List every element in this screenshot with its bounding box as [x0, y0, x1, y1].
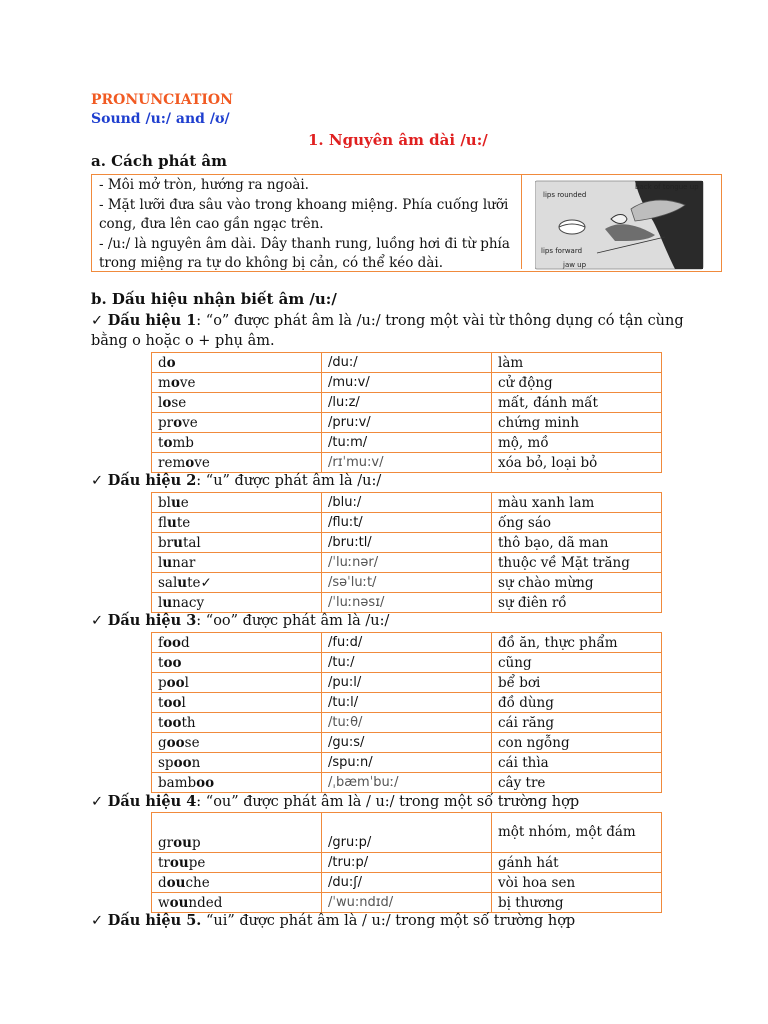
sign-description: : “o” được phát âm là /u:/ trong một vài từ thông dụng có tận cùng bằng o hoặc o + phụ âm.	[91, 313, 684, 349]
word-prefix: m	[158, 374, 171, 391]
meaning-cell: cây tre	[492, 773, 662, 793]
ipa-cell: /pu:l/	[322, 673, 492, 693]
word-highlight: u	[173, 534, 183, 551]
meaning-cell: con ngỗng	[492, 733, 662, 753]
word-highlight: o	[166, 354, 176, 371]
mouth-diagram	[535, 179, 705, 271]
sign-description: : “oo” được phát âm là /u:/	[196, 613, 390, 629]
word-prefix: t	[158, 714, 164, 731]
meaning-cell: bể bơi	[492, 673, 662, 693]
word-cell	[152, 733, 322, 753]
word-cell	[152, 433, 322, 453]
word-cell	[152, 753, 322, 773]
meaning-cell: cái răng	[492, 713, 662, 733]
word-highlight: oo	[163, 714, 182, 731]
word-highlight: oo	[166, 734, 185, 751]
vocab-table-sign-1	[151, 352, 662, 473]
sign-label: Dấu hiệu 3	[107, 612, 197, 629]
word-prefix: bl	[158, 494, 171, 511]
word-prefix: tr	[158, 854, 170, 871]
meaning-cell: thuộc về Mặt trăng	[492, 553, 662, 573]
word-suffix: d	[181, 634, 190, 651]
word-prefix: sp	[158, 754, 174, 771]
word-suffix: mb	[172, 434, 194, 451]
ipa-cell: /gu:s/	[322, 733, 492, 753]
sign-5-text	[91, 911, 575, 931]
meaning-cell: đồ dùng	[492, 693, 662, 713]
word-cell	[152, 353, 322, 373]
word-highlight: o	[162, 394, 172, 411]
word-prefix: sal	[158, 574, 178, 591]
word-suffix: l	[181, 694, 186, 711]
meaning-cell: sự điên rồ	[492, 593, 662, 613]
table-row	[152, 713, 662, 733]
description-text	[92, 175, 522, 269]
check-icon: ✓	[91, 313, 104, 329]
word-prefix: d	[158, 874, 167, 891]
word-cell	[152, 893, 322, 913]
table-row	[152, 573, 662, 593]
ipa-cell: /tru:p/	[322, 853, 492, 873]
ipa-cell: /lu:z/	[322, 393, 492, 413]
label-lips-forward: lips forward	[541, 247, 583, 255]
description-line: - /u:/ là nguyên âm dài. Dây thanh rung, luồng hơi đi từ phía trong miệng ra tự do không bị cản, có thể kéo dài.	[99, 235, 510, 271]
meaning-cell: thô bạo, dã man	[492, 533, 662, 553]
word-cell	[152, 713, 322, 733]
word-highlight: oo	[196, 774, 215, 791]
word-highlight: u	[177, 574, 188, 591]
word-suffix: p	[191, 835, 201, 851]
table-row	[152, 893, 662, 913]
part-a-heading: a. Cách phát âm	[91, 152, 227, 170]
check-icon: ✓	[91, 913, 104, 929]
word-highlight: u	[162, 594, 173, 611]
word-cell	[152, 873, 322, 893]
word-highlight: oo	[166, 674, 185, 691]
word-suffix: th	[181, 714, 196, 731]
description-line: - Môi mở tròn, hướng ra ngoài.	[99, 177, 309, 193]
word-highlight: ou	[169, 894, 189, 911]
word-suffix: nacy	[172, 594, 205, 611]
ipa-cell: /pru:v/	[322, 413, 492, 433]
document-title: PRONUNCIATION	[91, 92, 233, 108]
word-cell	[152, 673, 322, 693]
ipa-cell: /ˈluːnər/	[322, 553, 492, 573]
word-highlight: oo	[163, 654, 182, 671]
word-cell	[152, 373, 322, 393]
ipa-cell: /gru:p/	[322, 813, 492, 853]
document-subtitle: Sound /u:/ and /ʊ/	[91, 111, 230, 127]
meaning-cell: gánh hát	[492, 853, 662, 873]
meaning-cell: một nhóm, một đám	[492, 813, 662, 853]
word-highlight: oo	[173, 754, 192, 771]
table-row	[152, 453, 662, 473]
sign-description: “ui” được phát âm là / u:/ trong một số trường hợp	[201, 913, 576, 929]
word-cell	[152, 693, 322, 713]
part-b-heading: b. Dấu hiệu nhận biết âm /u:/	[91, 290, 337, 308]
word-cell	[152, 413, 322, 433]
word-highlight: o	[185, 454, 195, 471]
ipa-cell: /du:/	[322, 353, 492, 373]
ipa-cell: /fu:d/	[322, 633, 492, 653]
ipa-cell: /bru:tl/	[322, 533, 492, 553]
table-row	[152, 733, 662, 753]
table-row	[152, 633, 662, 653]
word-prefix: pr	[158, 414, 174, 431]
meaning-cell: cử động	[492, 373, 662, 393]
word-highlight: o	[173, 414, 183, 431]
ipa-cell: /tu:/	[322, 653, 492, 673]
ipa-cell: /tu:m/	[322, 433, 492, 453]
word-highlight: oo	[163, 634, 182, 651]
table-row	[152, 653, 662, 673]
word-highlight: u	[162, 554, 173, 571]
word-highlight: o	[170, 374, 180, 391]
vocab-table-sign-2	[151, 492, 662, 613]
meaning-cell: bị thương	[492, 893, 662, 913]
word-prefix: gr	[158, 835, 174, 851]
word-suffix: ve	[179, 374, 196, 391]
word-cell	[152, 813, 322, 853]
word-prefix: l	[158, 394, 163, 411]
word-prefix: rem	[158, 454, 186, 471]
word-suffix: n	[191, 754, 201, 771]
sign-3-text	[91, 611, 389, 631]
word-cell	[152, 533, 322, 553]
word-cell	[152, 553, 322, 573]
word-cell	[152, 773, 322, 793]
table-row	[152, 773, 662, 793]
meaning-cell: sự chào mừng	[492, 573, 662, 593]
table-row	[152, 533, 662, 553]
word-prefix: t	[158, 694, 164, 711]
sign-1-text	[91, 311, 703, 351]
check-icon: ✓	[91, 473, 104, 489]
table-row	[152, 553, 662, 573]
meaning-cell: vòi hoa sen	[492, 873, 662, 893]
label-back-of-tongue: back of tongue up	[635, 183, 699, 191]
label-jaw-up: jaw up	[563, 261, 587, 269]
word-suffix: te✓	[187, 574, 212, 591]
table-row	[152, 393, 662, 413]
ipa-cell: /mu:v/	[322, 373, 492, 393]
ipa-cell: /ˈluːnəsɪ/	[322, 593, 492, 613]
meaning-cell: chứng minh	[492, 413, 662, 433]
word-cell	[152, 493, 322, 513]
word-cell	[152, 593, 322, 613]
word-prefix: br	[158, 534, 174, 551]
table-row	[152, 353, 662, 373]
word-prefix: fl	[158, 514, 168, 531]
word-cell	[152, 513, 322, 533]
word-prefix: t	[158, 434, 164, 451]
table-row	[152, 413, 662, 433]
ipa-cell: /spu:n/	[322, 753, 492, 773]
word-suffix: l	[184, 674, 189, 691]
word-prefix: bamb	[158, 774, 197, 791]
sign-label: Dấu hiệu 1	[107, 312, 197, 329]
table-row	[152, 433, 662, 453]
word-suffix: nar	[172, 554, 196, 571]
meaning-cell: xóa bỏ, loại bỏ	[492, 453, 662, 473]
ipa-cell: /du:ʃ/	[322, 873, 492, 893]
word-prefix: f	[158, 634, 163, 651]
word-cell	[152, 633, 322, 653]
word-highlight: u	[167, 514, 177, 531]
ipa-cell: /flu:t/	[322, 513, 492, 533]
meaning-cell: đồ ăn, thực phẩm	[492, 633, 662, 653]
word-suffix: ve	[194, 454, 210, 471]
ipa-cell: /rɪˈmu:v/	[322, 453, 492, 473]
ipa-cell: /ˈwu:ndɪd/	[322, 893, 492, 913]
word-prefix: w	[158, 894, 170, 911]
sign-label: Dấu hiệu 4	[107, 793, 197, 810]
word-suffix: se	[171, 394, 187, 411]
word-highlight: ou	[166, 874, 186, 891]
word-prefix: g	[158, 734, 167, 751]
word-prefix: l	[158, 594, 163, 611]
meaning-cell: cũng	[492, 653, 662, 673]
sign-description: : “u” được phát âm là /u:/	[196, 473, 382, 489]
mouth-diagram-cell	[523, 175, 713, 269]
vocab-table-sign-4	[151, 812, 662, 913]
word-suffix: e	[180, 494, 189, 511]
word-suffix: se	[184, 734, 200, 751]
word-cell	[152, 653, 322, 673]
word-suffix: nded	[188, 894, 223, 911]
word-suffix: che	[185, 874, 210, 891]
meaning-cell: mộ, mồ	[492, 433, 662, 453]
meaning-cell: cái thìa	[492, 753, 662, 773]
word-highlight: oo	[163, 694, 182, 711]
word-prefix: p	[158, 674, 167, 691]
meaning-cell: làm	[492, 353, 662, 373]
word-cell	[152, 853, 322, 873]
section-title: 1. Nguyên âm dài /u:/	[308, 131, 488, 149]
table-row	[152, 373, 662, 393]
ipa-cell: /tu:l/	[322, 693, 492, 713]
word-prefix: d	[158, 354, 167, 371]
ipa-cell: /tuːθ/	[322, 713, 492, 733]
label-lips-rounded: lips rounded	[543, 191, 587, 199]
sign-2-text	[91, 471, 381, 491]
table-row	[152, 853, 662, 873]
sign-description: : “ou” được phát âm là / u:/ trong một số trường hợp	[196, 794, 580, 810]
sign-label: Dấu hiệu 2	[107, 472, 197, 489]
word-highlight: ou	[169, 854, 189, 871]
sign-label: Dấu hiệu 5.	[107, 912, 202, 929]
word-suffix: tal	[182, 534, 201, 551]
word-cell	[152, 393, 322, 413]
meaning-cell: mất, đánh mất	[492, 393, 662, 413]
table-row	[152, 873, 662, 893]
word-cell	[152, 453, 322, 473]
table-row	[152, 513, 662, 533]
table-row	[152, 753, 662, 773]
word-highlight: o	[163, 434, 173, 451]
sign-4-text	[91, 792, 579, 812]
description-line: - Mặt lưỡi đưa sâu vào trong khoang miệng. Phía cuống lưỡi cong, đưa lên cao gần ngạc trên.	[99, 196, 509, 232]
check-icon: ✓	[91, 794, 104, 810]
check-icon: ✓	[91, 613, 104, 629]
table-row	[152, 593, 662, 613]
word-highlight: ou	[173, 835, 192, 851]
word-suffix: te	[176, 514, 191, 531]
pronunciation-description-box	[91, 174, 722, 272]
word-suffix: pe	[188, 854, 206, 871]
table-row	[152, 693, 662, 713]
word-prefix: l	[158, 554, 163, 571]
word-prefix: t	[158, 654, 164, 671]
ipa-cell: /blu:/	[322, 493, 492, 513]
ipa-cell: /səˈluːt/	[322, 573, 492, 593]
word-highlight: u	[170, 494, 181, 511]
word-cell	[152, 573, 322, 593]
ipa-cell: /ˌbæmˈbuː/	[322, 773, 492, 793]
table-row	[152, 493, 662, 513]
vocab-table-sign-3	[151, 632, 662, 793]
table-row	[152, 673, 662, 693]
meaning-cell: ống sáo	[492, 513, 662, 533]
meaning-cell: màu xanh lam	[492, 493, 662, 513]
table-row	[152, 813, 662, 853]
word-suffix: ve	[182, 414, 198, 431]
